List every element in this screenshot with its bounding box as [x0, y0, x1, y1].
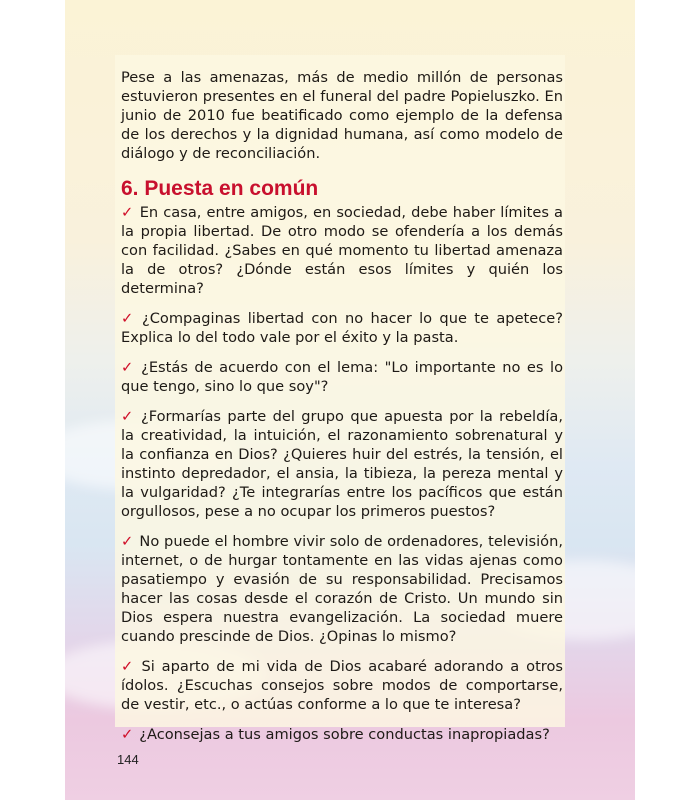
list-item: [121, 725, 563, 744]
intro-paragraph: Pese a las amenazas, más de medio millón de personas estuvieron presentes en el funeral del padre Popieluszko. En junio de 2010 fue beatificado como ejemplo de la defensa de los derechos y la dignidad humana, así como modelo de diálogo y de reconciliación.: [121, 69, 563, 162]
item-text: ¿Formarías parte del grupo que apuesta por la rebeldía, la creatividad, la intuición, el razonamiento sobrenatural y la confianza en Dios? ¿Quieres huir del estrés, la tensión, el instinto depredador, el ansia, la tibieza, la pereza mental y la vulgaridad? ¿Te integrarías entre los pacíficos que están orgullosos, pese a no ocupar los primeros puestos?: [121, 408, 564, 520]
check-icon: ✓: [121, 310, 136, 327]
book-page: [65, 0, 635, 800]
list-item: [121, 407, 563, 521]
item-text: Si aparto de mi vida de Dios acabaré adorando a otros ídolos. ¿Escuchas consejos sobre modos de comportarse, de vestir, etc., o actúas conforme a lo que te interesa?: [121, 658, 563, 713]
list-item: [121, 203, 563, 298]
list-item: [121, 358, 563, 396]
list-item: [121, 532, 563, 646]
check-icon: ✓: [121, 359, 136, 376]
list-item: [121, 657, 563, 714]
section-title: 6. Puesta en común: [121, 177, 319, 200]
item-text: ¿Aconsejas a tus amigos sobre conductas inapropiadas?: [139, 726, 550, 743]
list-item: [121, 309, 563, 347]
item-text: No puede el hombre vivir solo de ordenadores, televisión, internet, o de hurgar tontamente en las vidas ajenas como pasatiempo y evasión de su responsabilidad. Precisamos hacer las cosas desde el corazón de Cristo. Un mundo sin Dios espera nuestra evangelización. La sociedad muere cuando prescinde de Dios. ¿Opinas lo mismo?: [121, 533, 564, 645]
check-icon: ✓: [121, 726, 134, 743]
page-number: 144: [117, 752, 139, 767]
check-icon: ✓: [121, 533, 134, 550]
item-text: ¿Compaginas libertad con no hacer lo que te apetece? Explica lo del todo vale por el éxito y la pasta.: [121, 310, 563, 346]
page-content: [121, 68, 563, 755]
check-icon: ✓: [121, 408, 135, 425]
item-text: En casa, entre amigos, en sociedad, debe haber límites a la propia libertad. De otro modo se ofendería a los demás con facilidad. ¿Sabes en qué momento tu libertad amenaza la de otros? ¿Dónde están esos límites y quién los determina?: [121, 204, 563, 297]
check-icon: ✓: [121, 204, 134, 221]
check-icon: ✓: [121, 658, 136, 675]
item-text: ¿Estás de acuerdo con el lema: "Lo importante no es lo que tengo, sino lo que soy"?: [121, 359, 563, 395]
